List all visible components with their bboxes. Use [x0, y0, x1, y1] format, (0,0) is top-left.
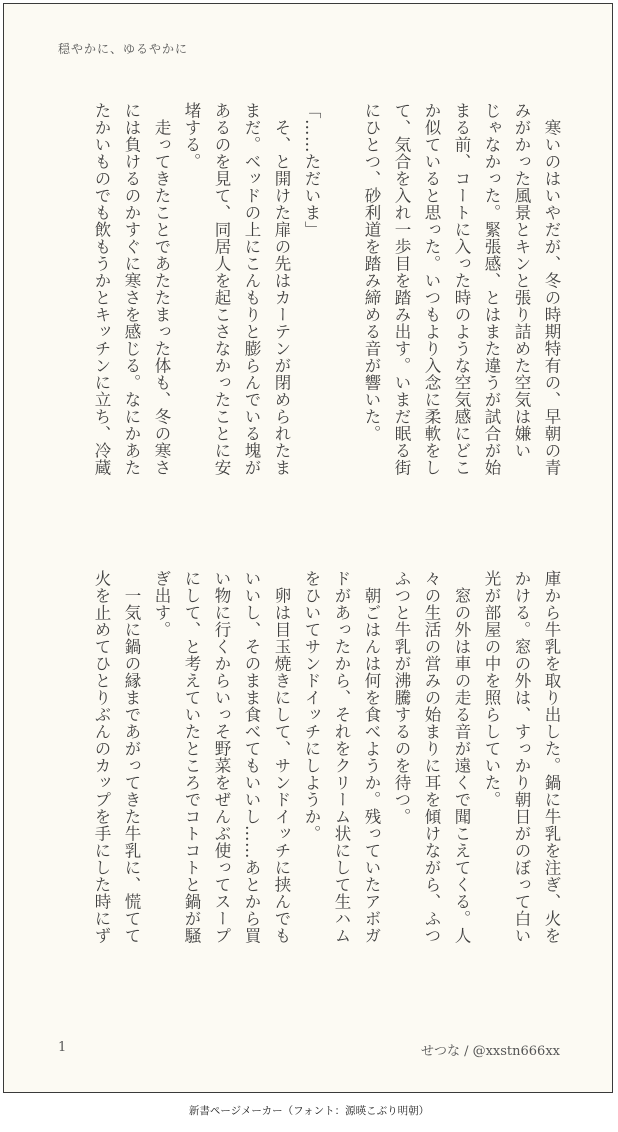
- author-credit: せつな / @xxstn666xx: [420, 1044, 560, 1059]
- text-line: 卵は目玉焼きにして、サンドイッチに挟んでも: [272, 570, 291, 944]
- page-title: 穏やかに、ゆるやかに: [58, 42, 189, 56]
- text-line: い物に行くからいっそ野菜をぜんぶ使ってスープ: [212, 570, 231, 944]
- text-line: いいし、そのまま食べてもいいし……あとから買: [242, 570, 261, 944]
- blank-line: [326, 102, 356, 522]
- text-line: まだ。ベッドの上にこんもりと膨らんでいる塊が: [242, 102, 261, 476]
- text-line: たかいものでも飲もうかとキッチンに立ち、冷蔵: [92, 102, 111, 476]
- text-line: そ、と開けた扉の先はカーテンが閉められたま: [272, 102, 291, 476]
- text-line: じゃなかった。緊張感、とはまた違うが試合が始: [482, 102, 501, 476]
- text-line: 堵する。: [182, 102, 201, 170]
- text-line: かける。窓の外は、すっかり朝日がのぼって白い: [512, 570, 531, 944]
- text-line: ドがあったから、それをクリーム状にして生ハム: [332, 570, 351, 944]
- text-line: 一気に鍋の縁まであがってきた牛乳に、慌てて: [122, 570, 141, 944]
- text-line: 々の生活の営みの始まりに耳を傾けながら、ふつ: [422, 570, 441, 944]
- text-line: 走ってきたことであたたまった体も、冬の寒さ: [152, 102, 171, 476]
- page-number: 1: [58, 1040, 67, 1055]
- text-line: ふつと牛乳が沸騰するのを待つ。: [392, 570, 411, 825]
- text-line: 「……ただいま」: [302, 102, 321, 238]
- text-line: まる前、コートに入った時のような空気感にどこ: [452, 102, 471, 476]
- text-line: あるのを見て、同居人を起こさなかったことに安: [212, 102, 231, 476]
- book-page: [3, 3, 613, 1093]
- lower-text-block: [56, 570, 566, 990]
- text-line: 朝ごはんは何を食べようか。残っていたアボガ: [362, 570, 381, 944]
- text-line: 庫から牛乳を取り出した。鍋に牛乳を注ぎ、火を: [542, 570, 561, 944]
- text-line: 窓の外は車の走る音が遠くで聞こえてくる。人: [452, 570, 471, 944]
- text-line: て、気合を入れ一歩目を踏み出す。いまだ眠る街: [392, 102, 411, 476]
- text-line: 寒いのはいやだが、冬の時期特有の、早朝の青: [542, 102, 561, 476]
- upper-text-block: [56, 102, 566, 522]
- text-line: みがかった風景とキンと張り詰めた空気は嫌い: [512, 102, 531, 459]
- generator-caption: 新書ページメーカー（フォント：源暎こぶり明朝）: [188, 1105, 430, 1117]
- text-line: 光が部屋の中を照らしていた。: [482, 570, 501, 808]
- text-line: にして、と考えていたところでコトコトと鍋が騒: [182, 570, 201, 944]
- text-line: 火を止めてひとりぶんのカップを手にした時にず: [92, 570, 111, 944]
- text-line: には負けるのかすぐに寒さを感じる。なにかあた: [122, 102, 141, 476]
- text-line: か似ていると思った。いつもより入念に柔軟をし: [422, 102, 441, 476]
- text-line: にひとつ、砂利道を踏み締める音が響いた。: [362, 102, 381, 442]
- text-line: ぎ出す。: [152, 570, 171, 638]
- text-line: をひいてサンドイッチにしようか。: [302, 570, 321, 842]
